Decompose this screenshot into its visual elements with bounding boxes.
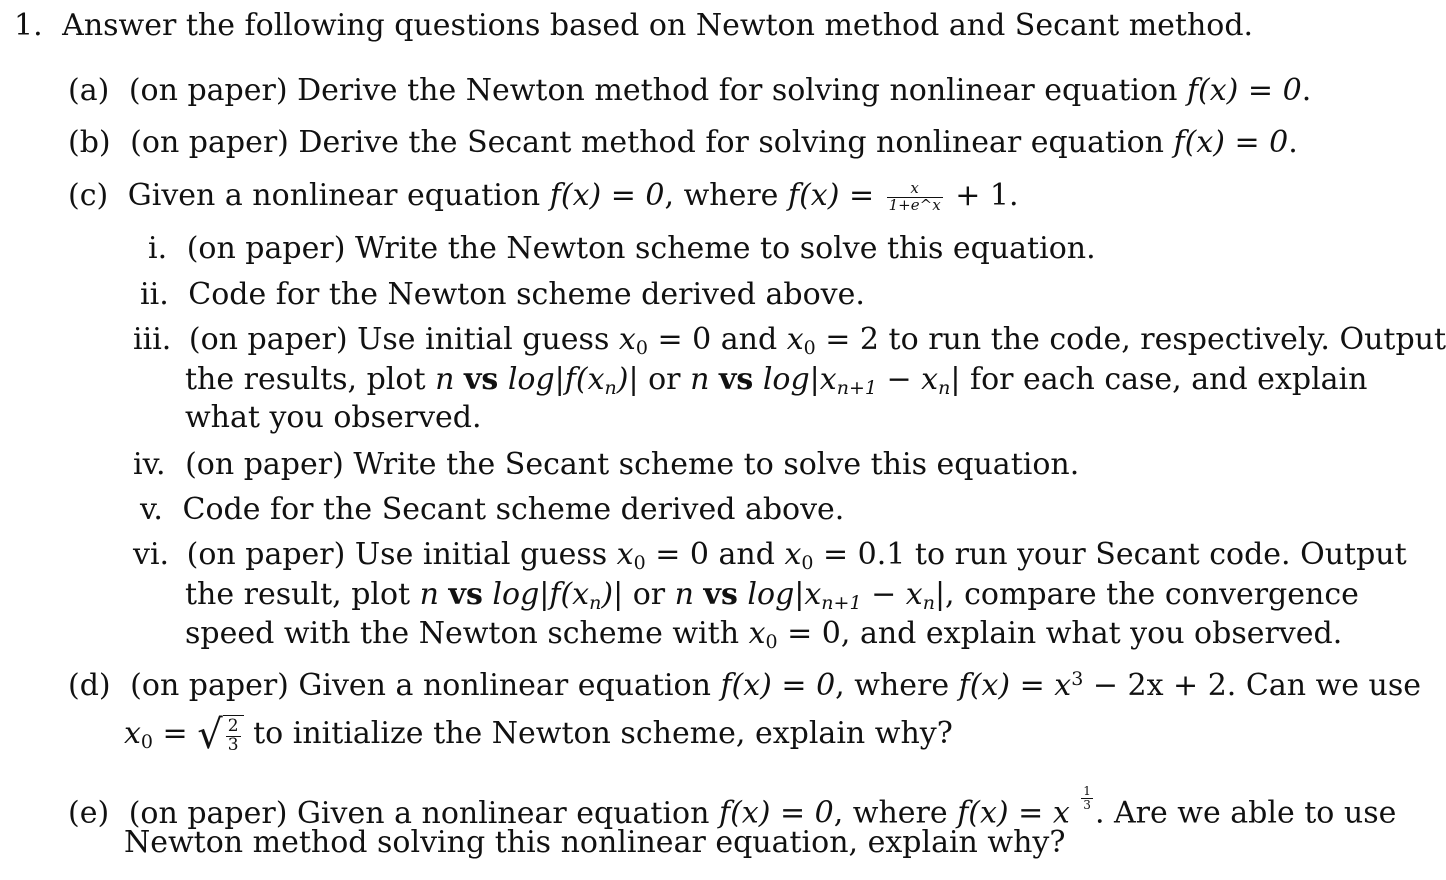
part-b [68, 125, 1298, 160]
question-title [14, 8, 1253, 43]
n-var: n [690, 362, 710, 397]
item-iii-text: what you observed. [185, 400, 482, 435]
part-c-text1: Given a nonlinear equation [127, 178, 550, 213]
item-vi-text: , compare the convergence [945, 577, 1359, 612]
item-vi-num: vi. [133, 537, 170, 572]
x-var: x [748, 616, 766, 651]
vs-label: vs [703, 577, 738, 612]
subscript: n [604, 377, 617, 399]
part-e-line1 [68, 785, 1396, 831]
x-var: x [616, 537, 634, 572]
part-e-eq1: f(x) = 0 [718, 795, 834, 831]
item-i-text: (on paper) Write the Newton scheme to solve this equation. [186, 231, 1096, 266]
item-iii-text: the results, plot [185, 362, 436, 397]
log-expr: − x [861, 577, 923, 612]
question-number: 1. [14, 8, 43, 43]
item-iii-line1 [133, 322, 1446, 359]
item-v [140, 492, 844, 527]
item-iii-line2 [185, 362, 1367, 399]
part-e-text: Newton method solving this nonlinear equation, explain why? [124, 825, 1066, 860]
part-d-line2 [124, 712, 953, 758]
item-v-num: v. [140, 492, 163, 527]
question-text: Answer the following questions based on Newton method and Secant method. [62, 8, 1254, 43]
subscript: 0 [633, 552, 646, 574]
subscript: n [589, 592, 602, 614]
part-b-text: (on paper) Derive the Secant method for solving nonlinear equation [130, 125, 1174, 160]
sqrt-fraction [226, 718, 241, 755]
item-v-text: Code for the Secant scheme derived above. [182, 492, 845, 527]
subscript: n+1 [836, 377, 877, 399]
or-text: or [638, 362, 691, 397]
item-vi-text: = 0, and explain what you observed. [777, 616, 1343, 651]
item-i [148, 231, 1096, 266]
subscript: n [938, 377, 951, 399]
fraction-denominator: 3 [227, 735, 239, 756]
n-var: n [419, 577, 439, 612]
item-vi-line3 [185, 616, 1342, 653]
radicand [223, 715, 244, 755]
item-iii-text: (on paper) Use initial guess [188, 322, 619, 357]
n-var: n [435, 362, 455, 397]
item-vi-text: (on paper) Use initial guess [186, 537, 617, 572]
x-var: x [618, 322, 636, 357]
subscript: 0 [765, 631, 778, 653]
equals-sign: = [153, 716, 198, 751]
part-c-eq1: f(x) = 0 [549, 178, 665, 213]
part-c-eq2: f(x) = [787, 178, 875, 213]
item-iii-text: = 0 and [647, 322, 787, 357]
part-e-text: (on paper) Given a nonlinear equation [128, 795, 719, 831]
exponent-fraction [1081, 785, 1093, 811]
log-expr: )| [601, 577, 624, 612]
part-c [68, 178, 1019, 213]
part-c-label: (c) [68, 178, 109, 213]
item-vi-line2 [185, 577, 1359, 614]
subscript: 0 [803, 337, 816, 359]
log-expr: log|x [747, 577, 822, 612]
part-e-text: , where [833, 795, 958, 831]
item-iv-num: iv. [133, 447, 166, 482]
part-c-text2: , where [664, 178, 788, 213]
item-ii [140, 277, 865, 312]
subscript: n+1 [821, 592, 862, 614]
vs-label: vs [718, 362, 754, 397]
log-expr: log|f(x [492, 577, 590, 612]
radical-sign: √ [197, 712, 223, 758]
part-d-text: − 2x + 2. Can we use [1083, 668, 1422, 703]
part-d-line1 [68, 668, 1421, 703]
log-expr: )| [616, 362, 639, 397]
part-d-text: , where [835, 668, 959, 703]
part-d-eq1: f(x) = 0 [720, 668, 836, 703]
fraction-numerator: 1 [1083, 784, 1091, 798]
item-ii-num: ii. [140, 277, 169, 312]
part-a [68, 73, 1311, 108]
part-b-equation: f(x) = 0 [1173, 125, 1289, 160]
vs-label: vs [448, 577, 483, 612]
part-c-fraction [887, 178, 943, 214]
item-iii-line3 [185, 400, 482, 435]
part-a-label: (a) [68, 73, 110, 108]
part-e-eq2: f(x) = x [957, 795, 1070, 831]
item-iii-num: iii. [133, 322, 172, 357]
vs-label: vs [463, 362, 499, 397]
part-a-text: (on paper) Derive the Newton method for solving nonlinear equation [128, 73, 1187, 108]
fraction-numerator: 2 [227, 716, 239, 737]
subscript: 0 [140, 731, 154, 753]
item-vi-text: the result, plot [185, 577, 420, 612]
part-c-text3: + 1. [955, 178, 1019, 213]
item-vi-line1 [133, 537, 1407, 574]
item-vi-text: = 0 and [645, 537, 785, 572]
part-d-eq2: f(x) = x [958, 668, 1072, 703]
item-iv [133, 447, 1079, 482]
subscript: n [922, 592, 935, 614]
log-expr: | [934, 577, 946, 612]
subscript: 0 [635, 337, 648, 359]
part-b-label: (b) [68, 125, 111, 160]
item-iv-text: (on paper) Write the Secant scheme to solve this equation. [185, 447, 1080, 482]
fraction-denominator: 3 [1083, 797, 1091, 812]
part-a-equation: f(x) = 0 [1186, 73, 1302, 108]
n-var: n [674, 577, 694, 612]
log-expr: log|x [762, 362, 837, 397]
subscript: 0 [801, 552, 814, 574]
item-i-num: i. [148, 231, 168, 266]
part-e-label: (e) [68, 795, 110, 831]
part-a-end: . [1301, 73, 1312, 108]
item-ii-text: Code for the Newton scheme derived above. [188, 277, 865, 312]
log-expr: | [950, 362, 961, 397]
log-expr: log|f(x [507, 362, 605, 397]
x-var: x [784, 537, 802, 572]
fraction-numerator: x [887, 181, 943, 198]
x-var: x [124, 716, 141, 751]
part-d-text: (on paper) Given a nonlinear equation [130, 668, 721, 703]
x-var: x [786, 322, 804, 357]
part-b-end: . [1288, 125, 1298, 160]
item-vi-text: = 0.1 to run your Secant code. Output [813, 537, 1407, 572]
superscript: 3 [1071, 668, 1084, 690]
or-text: or [623, 577, 675, 612]
part-d-label: (d) [68, 668, 111, 703]
part-e-text: . Are we able to use [1094, 795, 1397, 831]
fraction-denominator: 1+e^x [888, 195, 941, 214]
square-root [197, 712, 243, 758]
item-iii-text: for each case, and explain [960, 362, 1368, 397]
log-expr: − x [876, 362, 939, 397]
part-d-text: to initialize the Newton scheme, explain why? [253, 716, 953, 751]
item-vi-text: speed with the Newton scheme with [185, 616, 749, 651]
part-e-line2 [124, 825, 1065, 860]
item-iii-text: = 2 to run the code, respectively. Output [815, 322, 1446, 357]
